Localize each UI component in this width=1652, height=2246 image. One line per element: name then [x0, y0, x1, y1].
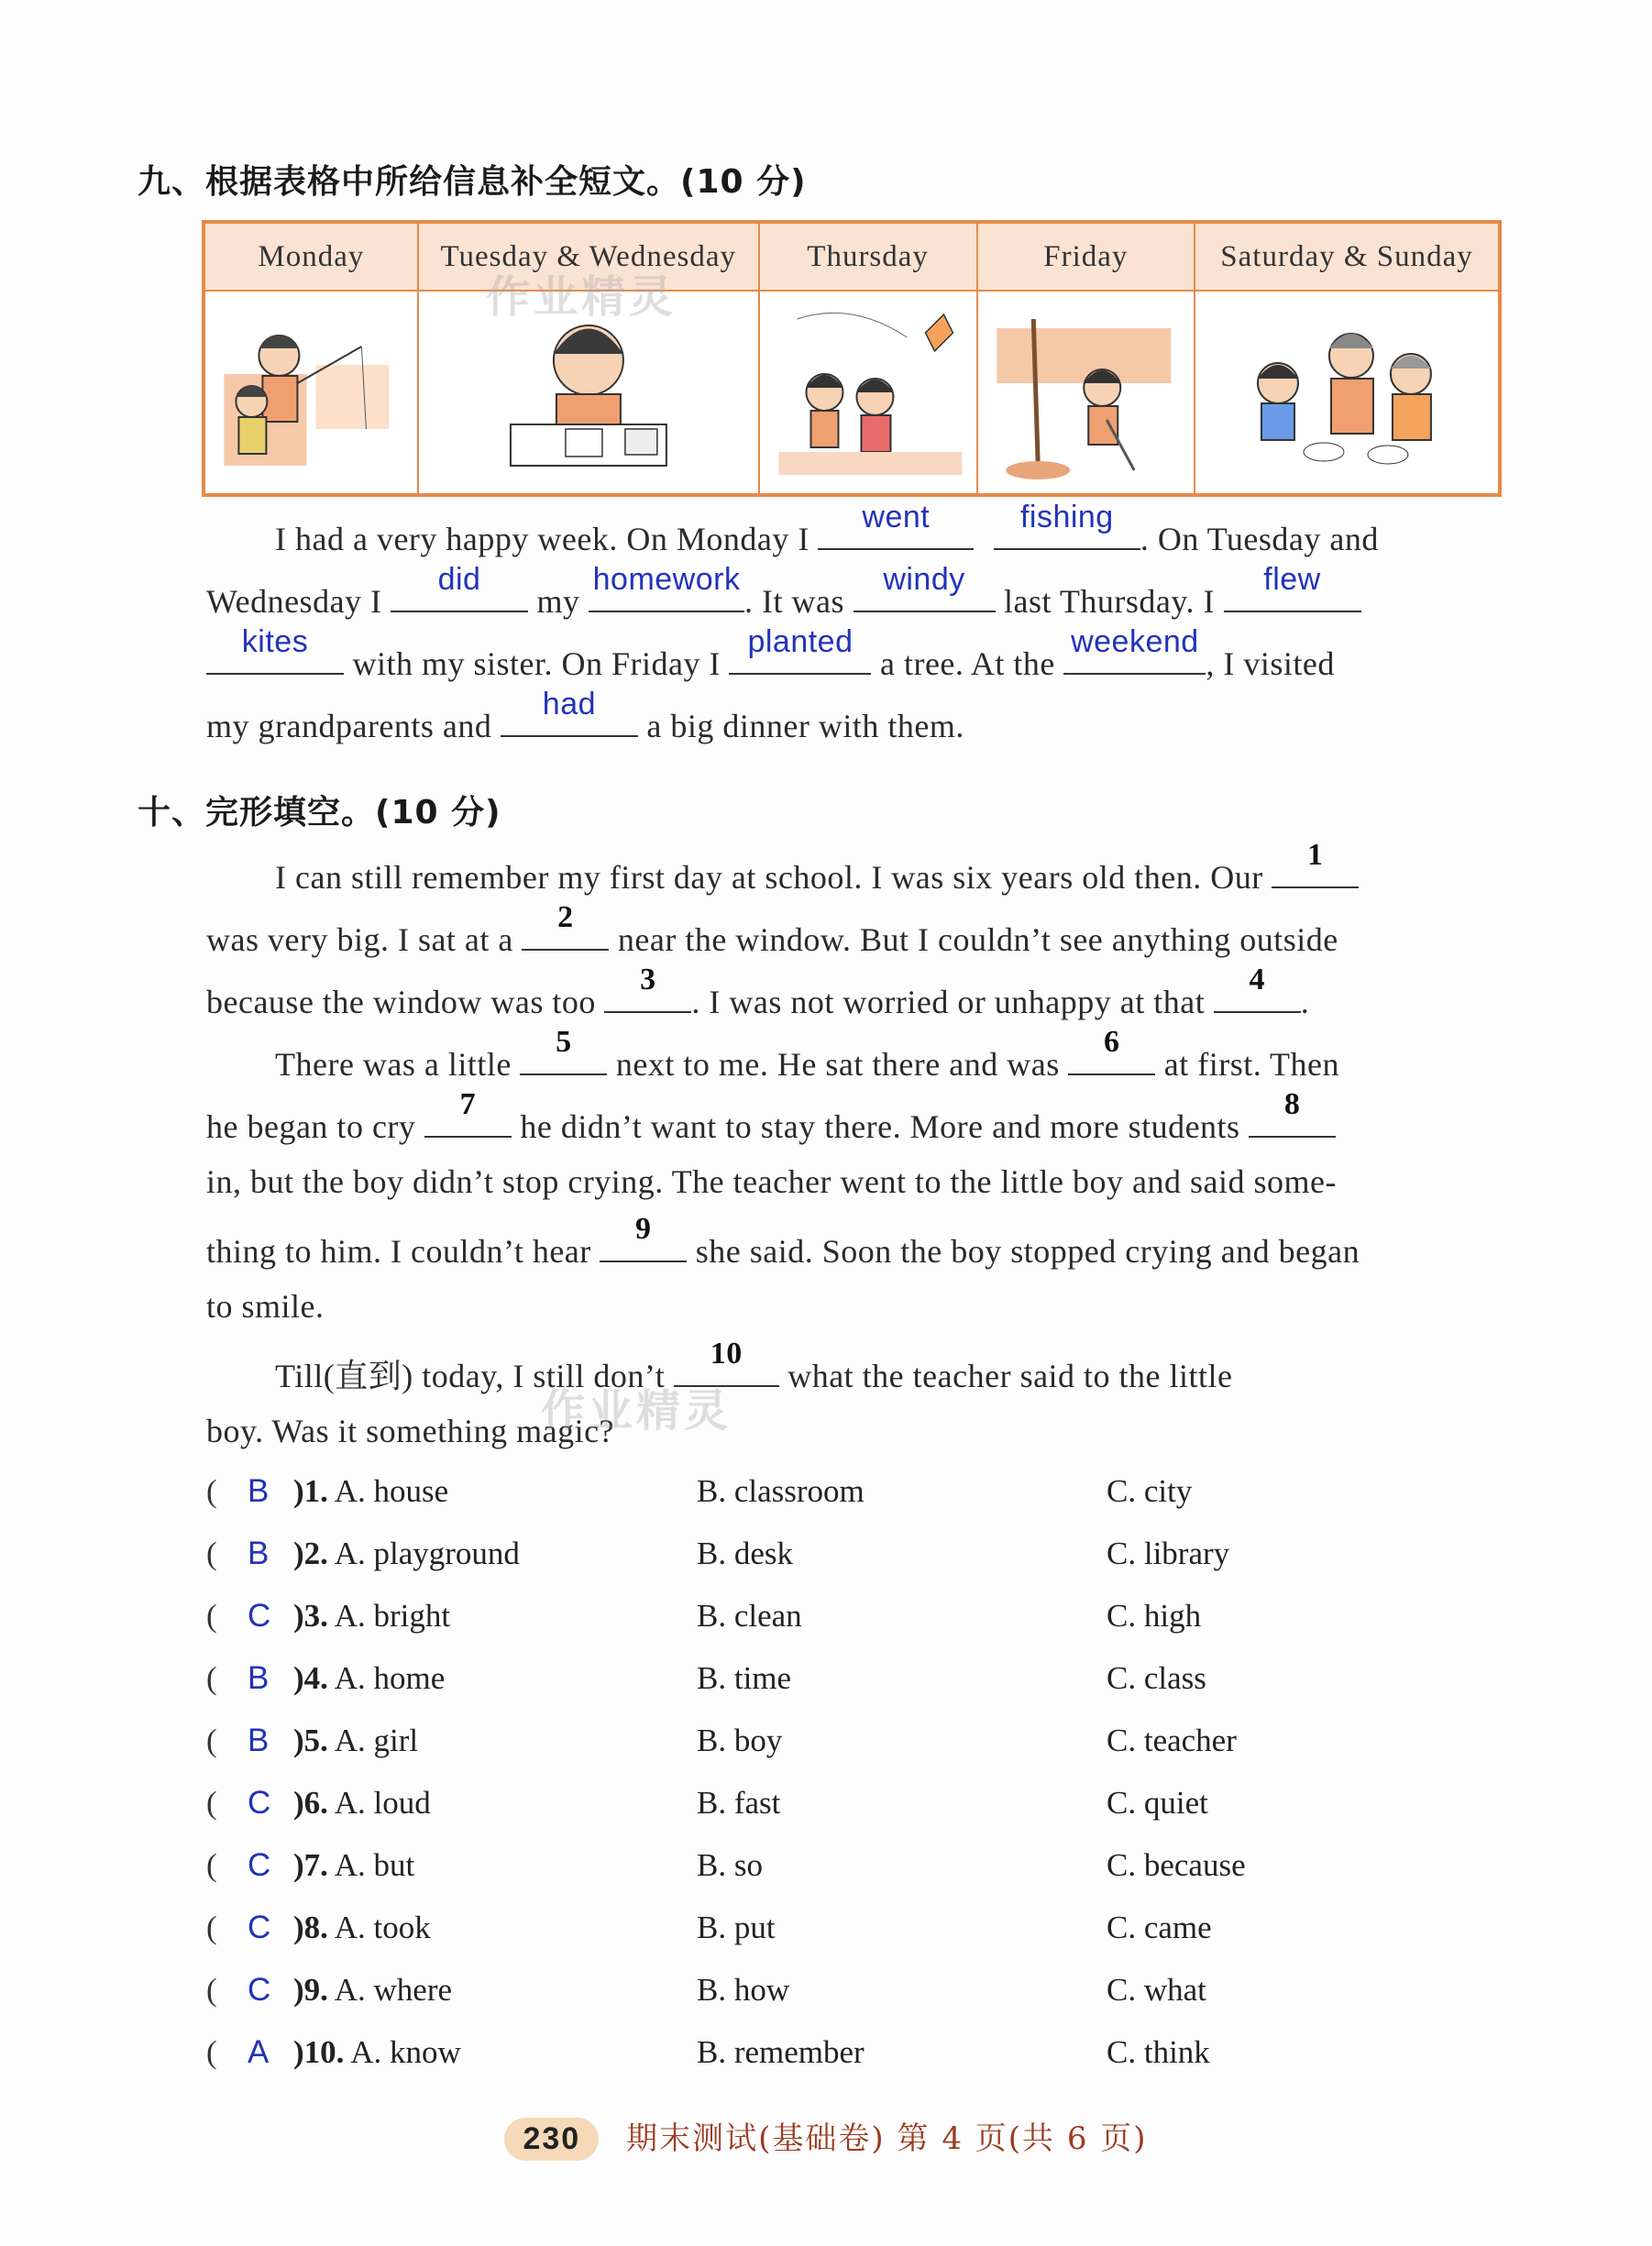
question-4-option-c[interactable]: C. class: [1107, 1660, 1206, 1696]
question-3-option-b[interactable]: B. clean: [697, 1598, 802, 1634]
fishing-illustration: [205, 292, 417, 493]
question-2-option-a[interactable]: [293, 1536, 520, 1572]
text-fragment: There was a little: [275, 1046, 512, 1083]
text-fragment: . I was not worried or unhappy at that: [691, 984, 1206, 1020]
question-4-option-b[interactable]: B. time: [697, 1660, 792, 1696]
answer-choice-9[interactable]: C: [248, 1972, 271, 2008]
answer-choice-6[interactable]: C: [248, 1785, 271, 1821]
option-text: A. loud: [334, 1785, 431, 1821]
question-9-option-c[interactable]: C. what: [1107, 1972, 1206, 2008]
answer-flew: flew: [1263, 562, 1321, 597]
option-row-2: [206, 1536, 1398, 1591]
blank-number: 8: [1283, 1087, 1301, 1121]
question-7-option-b[interactable]: B. so: [697, 1847, 763, 1883]
table-header-sat-sun: Saturday & Sunday: [1195, 222, 1500, 291]
text-fragment: thing to him. I couldn’t hear: [206, 1233, 591, 1270]
picture-planting: [977, 291, 1195, 495]
blank-number: 3: [640, 963, 656, 996]
question-number: )7.: [293, 1847, 328, 1883]
blank-number: 9: [635, 1212, 652, 1246]
question-number: )9.: [293, 1972, 328, 2008]
week-activity-table: [202, 220, 1502, 497]
text-fragment: what the teacher said to the little: [787, 1358, 1233, 1394]
cloze-blank-4[interactable]: [1214, 963, 1301, 1013]
cloze-blank-8[interactable]: [1249, 1088, 1336, 1138]
option-row-6: [206, 1785, 1398, 1840]
text-fragment: Wednesday I: [206, 583, 382, 620]
text-fragment: , I visited: [1206, 645, 1335, 682]
text-fragment: to smile.: [206, 1288, 325, 1325]
question-number: )3.: [293, 1598, 328, 1634]
question-number: )6.: [293, 1785, 328, 1821]
question-5-option-a[interactable]: [293, 1723, 418, 1759]
planting-illustration: [978, 292, 1195, 493]
page-number: 230: [504, 2118, 599, 2161]
text-fragment: at first. Then: [1163, 1046, 1340, 1083]
text-fragment: because the window was too: [206, 984, 596, 1020]
cloze-blank-1[interactable]: [1272, 839, 1359, 888]
blank-weekend[interactable]: [1063, 625, 1206, 675]
option-row-4: [206, 1660, 1398, 1715]
cloze-blank-3[interactable]: [604, 963, 691, 1013]
question-2-option-c[interactable]: C. library: [1107, 1536, 1230, 1571]
question-10-option-c[interactable]: C. think: [1107, 2034, 1210, 2070]
paren: (: [206, 1473, 217, 1509]
blank-number: 4: [1249, 963, 1266, 996]
question-4-option-a[interactable]: [293, 1660, 445, 1697]
picture-kites: [759, 291, 977, 495]
blank-number: 5: [556, 1025, 572, 1059]
question-number: )8.: [293, 1910, 328, 1945]
question-6-option-c[interactable]: C. quiet: [1107, 1785, 1208, 1821]
section9-heading: 九、根据表格中所给信息补全短文。(10 分): [138, 163, 807, 201]
text-fragment: boy. Was it something magic?: [206, 1413, 615, 1449]
option-text: A. home: [334, 1660, 446, 1696]
picture-grandparents-dinner: [1195, 291, 1500, 495]
text-fragment: my: [536, 583, 580, 620]
picture-fishing: [204, 291, 418, 495]
option-row-5: [206, 1723, 1398, 1778]
cloze-blank-6[interactable]: [1068, 1026, 1155, 1075]
kites-illustration: [760, 292, 976, 493]
text-fragment: Till(直到) today, I still don’t: [275, 1358, 666, 1394]
cloze-p3-line2: [206, 1400, 1501, 1462]
question-10-option-b[interactable]: B. remember: [697, 2034, 865, 2070]
paren: (: [206, 1972, 217, 2008]
watermark: 作业精灵: [541, 1385, 732, 1437]
cloze-p1-line2: [206, 901, 1501, 971]
question-7-option-a[interactable]: [293, 1847, 414, 1884]
question-2-option-b[interactable]: B. desk: [697, 1536, 793, 1571]
text-fragment: I had a very happy week. On Monday I: [275, 521, 809, 557]
answer-planted: planted: [747, 624, 854, 659]
answer-went: went: [862, 500, 931, 534]
cloze-p2-line3: [206, 1151, 1501, 1213]
text-fragment: I can still remember my first day at school. I was six years old then. Our: [275, 859, 1263, 896]
text-fragment: .: [1300, 984, 1310, 1020]
text-fragment: my grandparents and: [206, 708, 492, 744]
option-text: A. playground: [334, 1536, 520, 1571]
blank-number: 7: [459, 1087, 477, 1121]
paren: (: [206, 1785, 217, 1821]
question-7-option-c[interactable]: C. because: [1107, 1847, 1246, 1883]
blank-did[interactable]: [391, 563, 528, 612]
blank-planted[interactable]: [729, 625, 871, 675]
question-8-option-c[interactable]: C. came: [1107, 1910, 1212, 1945]
question-3-option-c[interactable]: C. high: [1107, 1598, 1202, 1634]
text-fragment: she said. Soon the boy stopped crying and began: [695, 1233, 1360, 1270]
question-1-option-a[interactable]: [293, 1473, 448, 1510]
text-fragment: with my sister. On Friday I: [352, 645, 721, 682]
question-5-option-c[interactable]: C. teacher: [1107, 1723, 1237, 1758]
option-text: A. girl: [334, 1723, 419, 1758]
table-header-friday: Friday: [977, 222, 1195, 291]
section10-heading: 十、完形填空。(10 分): [138, 794, 501, 831]
blank-homework[interactable]: [589, 563, 744, 612]
option-row-7: [206, 1847, 1398, 1902]
blank-kites[interactable]: [206, 625, 344, 675]
answer-choice-1[interactable]: B: [248, 1473, 270, 1509]
cloze-blank-2[interactable]: [522, 901, 609, 951]
option-text: A. know: [350, 2034, 461, 2070]
blank-number: 6: [1103, 1025, 1120, 1059]
cloze-p2-line5: [206, 1275, 1501, 1338]
option-text: A. took: [334, 1910, 431, 1945]
cloze-blank-7[interactable]: [424, 1088, 512, 1138]
paren: (: [206, 1910, 217, 1945]
text-fragment: last Thursday. I: [1004, 583, 1215, 620]
paren: (: [206, 1847, 217, 1883]
option-text: A. bright: [334, 1598, 451, 1634]
answer-windy: windy: [883, 562, 965, 597]
question-1-option-c[interactable]: C. city: [1107, 1473, 1193, 1509]
text-fragment: he began to cry: [206, 1108, 416, 1145]
option-text: A. where: [334, 1972, 453, 2008]
question-8-option-b[interactable]: B. put: [697, 1910, 776, 1945]
answer-choice-8[interactable]: C: [248, 1910, 271, 1945]
option-row-1: [206, 1473, 1398, 1528]
option-text: A. house: [334, 1473, 449, 1509]
answer-had: had: [542, 687, 597, 721]
cloze-p2-line2: [206, 1088, 1501, 1158]
answer-fishing: fishing: [1019, 500, 1114, 534]
question-6-option-b[interactable]: B. fast: [697, 1785, 781, 1821]
option-row-8: [206, 1910, 1398, 1965]
question-10-option-a[interactable]: [293, 2034, 461, 2071]
question-8-option-a[interactable]: [293, 1910, 431, 1946]
question-5-option-b[interactable]: B. boy: [697, 1723, 783, 1758]
answer-weekend: weekend: [1071, 624, 1199, 659]
text-fragment: was very big. I sat at a: [206, 921, 513, 958]
text-fragment: . On Tuesday and: [1140, 521, 1379, 557]
answer-choice-3[interactable]: C: [248, 1598, 271, 1634]
blank-went[interactable]: [818, 501, 974, 550]
answer-choice-10[interactable]: A: [248, 2034, 270, 2070]
question-3-option-a[interactable]: [293, 1598, 450, 1635]
answer-choice-5[interactable]: B: [248, 1723, 270, 1758]
text-fragment: near the window. But I couldn’t see anything outside: [617, 921, 1338, 958]
option-row-10: [206, 2034, 1398, 2089]
answer-kites: kites: [241, 624, 309, 659]
cloze-blank-5[interactable]: [520, 1026, 607, 1075]
option-text: A. but: [334, 1847, 415, 1883]
section9-line3: [206, 625, 1501, 695]
answer-did: did: [437, 562, 481, 597]
blank-fishing[interactable]: [994, 501, 1140, 550]
text-fragment: next to me. He sat there and was: [615, 1046, 1060, 1083]
paren: (: [206, 1660, 217, 1696]
answer-choice-2[interactable]: B: [248, 1536, 270, 1571]
table-header-tue-wed: Tuesday & Wednesday: [418, 222, 759, 291]
blank-number: 10: [710, 1337, 743, 1371]
text-fragment: in, but the boy didn’t stop crying. The teacher went to the little boy and said some-: [206, 1163, 1337, 1200]
question-number: )2.: [293, 1536, 328, 1571]
cloze-p2-line4: [206, 1213, 1501, 1283]
paren: (: [206, 1598, 217, 1634]
blank-number: 1: [1306, 838, 1324, 872]
question-number: )10.: [293, 2034, 345, 2070]
blank-windy[interactable]: [854, 563, 996, 612]
dinner-illustration: [1195, 292, 1498, 493]
question-number: )5.: [293, 1723, 328, 1758]
answer-choice-4[interactable]: B: [248, 1660, 270, 1696]
text-fragment: . It was: [744, 583, 845, 620]
blank-flew[interactable]: [1224, 563, 1361, 612]
cloze-blank-9[interactable]: [600, 1213, 687, 1262]
cloze-p3-line1: [275, 1338, 1501, 1407]
text-fragment: a big dinner with them.: [646, 708, 964, 744]
watermark: 作业精灵: [486, 271, 677, 323]
question-number: )4.: [293, 1660, 328, 1696]
page-footer: [0, 2113, 1652, 2161]
answer-choice-7[interactable]: C: [248, 1847, 271, 1883]
answer-homework: homework: [592, 562, 741, 597]
table-header-thursday: Thursday: [759, 222, 977, 291]
option-row-3: [206, 1598, 1398, 1653]
question-9-option-b[interactable]: B. how: [697, 1972, 790, 2008]
question-1-option-b[interactable]: B. classroom: [697, 1473, 865, 1509]
paren: (: [206, 1536, 217, 1571]
text-fragment: he didn’t want to stay there. More and more students: [520, 1108, 1240, 1145]
blank-had[interactable]: [501, 688, 638, 737]
table-header-monday: Monday: [204, 222, 418, 291]
footer-text: 期末测试(基础卷) 第 4 页(共 6 页): [626, 2120, 1148, 2157]
option-row-9: [206, 1972, 1398, 2027]
text-fragment: a tree. At the: [879, 645, 1055, 682]
question-6-option-a[interactable]: [293, 1785, 431, 1822]
blank-number: 2: [557, 900, 574, 934]
section9-line4: [206, 688, 1501, 757]
paren: (: [206, 1723, 217, 1758]
cloze-p1-line1: [275, 839, 1501, 908]
question-number: )1.: [293, 1473, 328, 1509]
cloze-p1-line3: [206, 963, 1501, 1033]
question-9-option-a[interactable]: [293, 1972, 452, 2009]
paren: (: [206, 2034, 217, 2070]
